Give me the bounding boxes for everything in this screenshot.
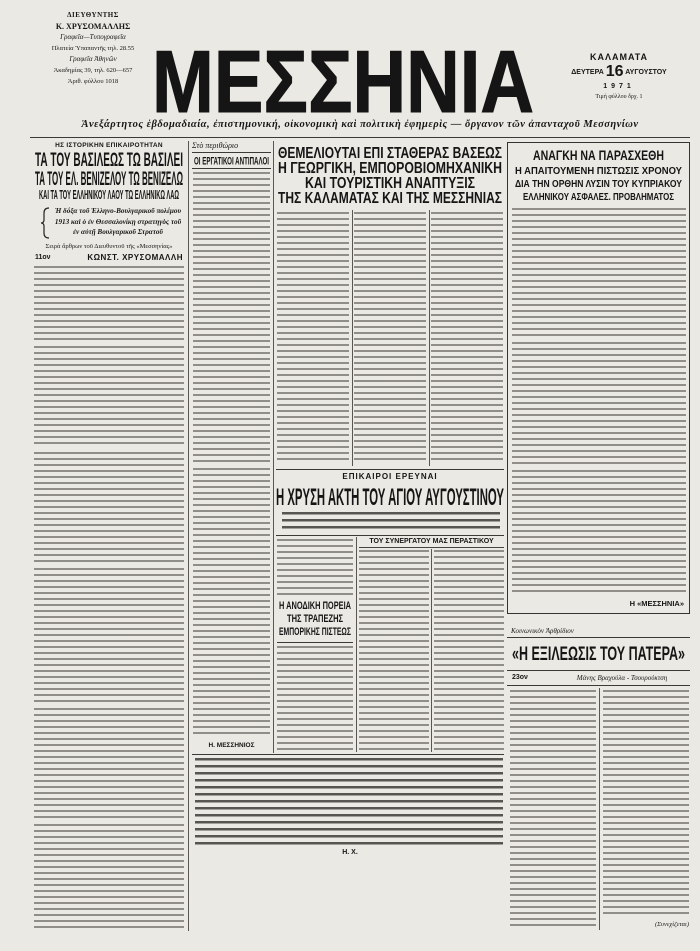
bottom-strip-body: [195, 758, 503, 846]
development-headline-line-4: ΤΗΣ ΚΑΛΑΜΑΤΑΣ ΚΑΙ ΤΗΣ ΜΕΣΣΗΝΙΑΣ: [278, 190, 502, 207]
brace-decoration: [40, 207, 50, 239]
tagline: Ἀνεξάρτητος ἑβδομαδιαία, ἐπιστημονική, οἰκονομικὴ καὶ πολιτικὴ ἐφημερὶς — ὄργανον τῶν ἀπανταχοῦ Μεσσηνίων: [81, 119, 639, 130]
development-headline-line-1: ΘΕΜΕΛΙΟΥΤΑΙ ΕΠΙ ΣΤΑΘΕΡΑΣ ΒΑΣΕΩΣ: [278, 145, 502, 162]
margin-kicker: Στὸ περιθώριο: [192, 141, 239, 150]
development-col-rule-1: [352, 210, 353, 466]
cyprus-body-3: [512, 470, 686, 594]
history-headline-line-3: ΚΑΙ ΤΑ ΤΟΥ ΕΛΛΗΝΙΚΟΥ ΛΑΟΥ ΤΩ ΕΛΛΗΝΙΚΩ ΛΑΩ: [39, 188, 179, 202]
history-body-2: [34, 346, 184, 444]
father-kicker: Κοινωνικὸν Ἀρθρίδιον: [511, 627, 574, 635]
bank-headline-line-2: ΤΗΣ ΤΡΑΠΕΖΗΣ: [287, 613, 344, 625]
father-col-rule: [599, 688, 600, 930]
history-body-5: [34, 708, 184, 818]
history-headline-line-1: ΤΑ ΤΟΥ ΒΑΣΙΛΕΩΣ ΤΩ ΒΑΣΙΛΕΙ: [35, 150, 183, 171]
publisher-info: [33, 10, 153, 87]
history-headline: [33, 150, 185, 202]
father-part: 23ον: [512, 674, 528, 681]
development-col-rule-2: [429, 210, 430, 466]
margin-headline-text: ΟΙ ΕΡΓΑΤΙΚΟΙ ΑΝΤΙΠΑΛΟΙ: [194, 155, 269, 167]
bank-headline: [277, 598, 353, 640]
beach-col-rule-1: [356, 537, 357, 752]
day-number: 16: [605, 63, 624, 80]
year: 1971: [603, 83, 635, 90]
development-body-col-1: [277, 212, 349, 464]
history-kicker: ΗΣ ΙΣΤΟΡΙΚΗΝ ΕΠΙΚΑΙΡΟΤΗΤΑΝ: [55, 142, 163, 149]
athens-offices-label: Γραφεῖα Ἀθηνῶν: [69, 55, 117, 63]
margin-rule-bottom: [192, 168, 271, 169]
offices-address: Πλατεία Ὑπαπαντῆς τηλ. 28.55: [51, 45, 135, 52]
beach-kicker: ΕΠΙΚΑΙΡΟΙ ΕΡΕΥΝΑΙ: [342, 472, 438, 481]
father-body-col-1: [510, 690, 596, 930]
history-body-4: [34, 568, 184, 702]
margin-body-2: [193, 468, 270, 738]
beach-headline: [274, 482, 506, 509]
masthead-title: [148, 38, 538, 118]
history-headline-line-2: ΤΑ ΤΟΥ ΕΛ. ΒΕΝΙΖΕΛΟΥ ΤΩ ΒΕΝΙΖΕΛΩ: [35, 169, 183, 190]
beach-body-col-1a: [277, 539, 353, 595]
history-body-6: [34, 824, 184, 928]
history-body-3: [34, 452, 184, 562]
cyprus-headline-line-2: Η ΑΠΑΙΤΟΥΜΕΝΗ ΠΙΣΤΩΣΙΣ ΧΡΟΝΟΥ: [515, 165, 682, 177]
cyprus-signature: Η «ΜΕΣΣΗΝΙΑ»: [629, 599, 684, 608]
father-rule-bottom: [507, 685, 690, 686]
father-headline: [507, 640, 690, 666]
bottom-strip-rule: [192, 754, 504, 755]
beach-col-rule-2: [431, 549, 432, 752]
director-name: Κ. ΧΡΥΣΟΜΑΛΛΗΣ: [55, 22, 131, 31]
city-name: ΚΑΛΑΜΑΤΑ: [589, 52, 649, 62]
weekday: ΔΕΥΤΕΡΑ: [571, 69, 604, 76]
column-rule-a: [188, 141, 189, 931]
director-label: ΔΙΕΥΘΥΝΤΗΣ: [67, 11, 119, 19]
development-rule-bottom: [276, 469, 504, 470]
margin-headline: [192, 153, 272, 167]
beach-rule: [276, 535, 504, 536]
date-block: [548, 52, 690, 103]
development-body-col-2: [354, 212, 426, 464]
father-headline-text: «Η ΕΞΙΛΕΩΣΙΣ ΤΟΥ ΠΑΤΕΡΑ»: [512, 644, 685, 665]
price: Τιμὴ φύλλου δρχ. 1: [595, 94, 643, 100]
masthead-title-text: ΜΕΣΣΗΝΙΑ: [152, 38, 534, 118]
bank-headline-line-3: ΕΜΠΟΡΙΚΗΣ ΠΙΣΤΕΩΣ: [279, 626, 352, 638]
beach-body-col-3: [434, 550, 504, 750]
cyprus-headline-line-1: ΑΝΑΓΚΗ ΝΑ ΠΑΡΑΣΧΕΘΗ: [533, 147, 664, 163]
history-deck: Ἡ δόξα τοῦ Ἑλληνο-Βουλγαρικοῦ πολέμου 1913 καὶ ὁ ἐν Θεσσαλονίκῃ στρατηγὸς τοῦ ἐν αὐτῇ Βουλγαρικοῦ Στρατοῦ: [54, 207, 182, 236]
month-name: ΑΥΓΟΥΣΤΟΥ: [625, 69, 667, 76]
cyprus-body-1: [512, 208, 686, 336]
margin-body-1: [193, 172, 270, 462]
history-part: 11ον: [35, 254, 51, 261]
margin-signature: Η. ΜΕΣΣΗΝΙΟΣ: [208, 742, 255, 749]
bank-headline-line-1: Η ΑΝΟΔΙΚΗ ΠΟΡΕΙΑ: [279, 600, 352, 612]
cyprus-headline-line-4: ΕΛΛΗΝΙΚΟΥ ΑΣΦΑΛΕΣ. ΠΡΟΒΛΗΜΑΤΟΣ: [523, 191, 674, 203]
issue-number: Ἀριθ. φύλλου 1018: [67, 78, 119, 85]
history-series: Σειρὰ ἄρθρων τοῦ Διευθυντοῦ τῆς «Μεσσηνίας»: [45, 243, 173, 250]
history-author: ΚΩΝΣΤ. ΧΡΥΣΟΜΑΛΛΗ: [87, 253, 183, 262]
development-headline: [276, 145, 504, 207]
father-author: Μάνης Βραχούλα - Τσουρούκτση: [576, 674, 668, 682]
development-body-col-3: [431, 212, 503, 464]
column-rule-b: [273, 141, 274, 753]
header-rule: [30, 137, 690, 138]
beach-headline-text: Η ΧΡΥΣΗ ΑΚΤΗ ΤΟΥ ΑΓΙΟΥ ΑΥΓΟΥΣΤΙΝΟΥ: [276, 484, 504, 509]
beach-deck: [282, 512, 500, 533]
beach-body-col-2: [359, 550, 429, 750]
father-rule-mid: [507, 670, 690, 671]
bank-rule: [277, 642, 353, 643]
development-headline-line-2: Η ΓΕΩΡΓΙΚΗ, ΕΜΠΟΡΟΒΙΟΜΗΧΑΝΙΚΗ: [278, 160, 502, 177]
athens-offices-address: Ἀκαδημίας 39, τηλ. 620—657: [53, 67, 133, 74]
cyprus-body-2: [512, 342, 686, 464]
offices-label: Γραφεῖα—Τυπογραφεῖα: [60, 33, 126, 41]
date-line: [548, 63, 690, 82]
father-rule-top: [507, 637, 690, 638]
bottom-strip-signature: Η. Χ.: [342, 849, 358, 856]
father-continued: (Συνεχίζεται): [654, 921, 689, 928]
development-headline-line-3: ΚΑΙ ΤΟΥΡΙΣΤΙΚΗ ΑΝΑΠΤΥΞΙΣ: [305, 175, 475, 192]
history-body-1: [34, 266, 184, 340]
father-body-col-2: [603, 690, 689, 918]
bank-body: [277, 646, 353, 750]
history-byline: [35, 253, 183, 263]
cyprus-headline-line-3: ΔΙΑ ΤΗΝ ΟΡΘΗΝ ΛΥΣΙΝ ΤΟΥ ΚΥΠΡΙΑΚΟΥ: [515, 178, 682, 190]
beach-byline: ΤΟΥ ΣΥΝΕΡΓΑΤΟΥ ΜΑΣ ΠΕΡΑΣΤΙΚΟΥ: [359, 537, 504, 548]
cyprus-headline: [507, 146, 690, 204]
